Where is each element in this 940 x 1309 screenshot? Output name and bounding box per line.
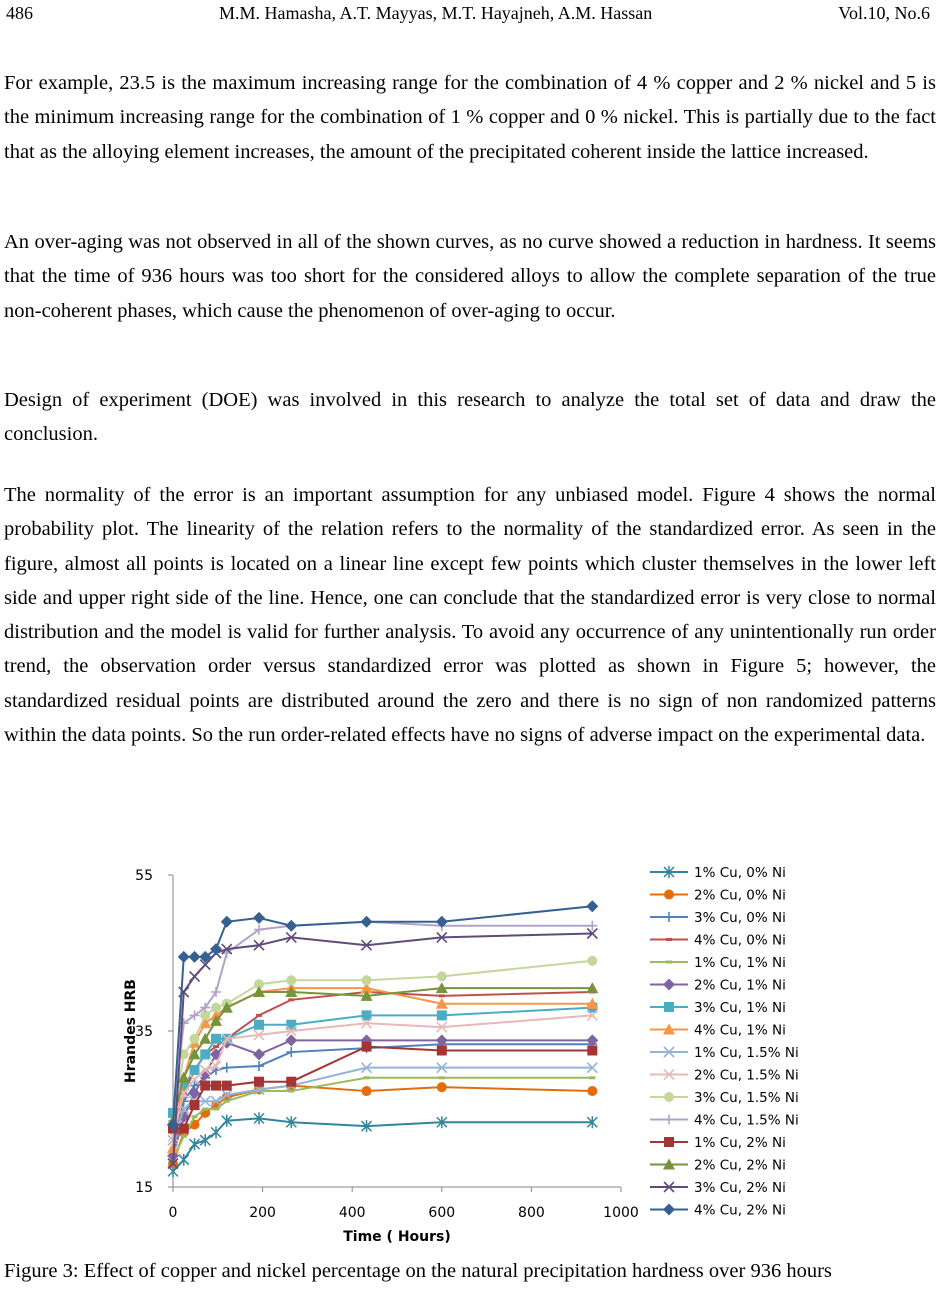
chart-series xyxy=(167,900,598,1177)
data-point xyxy=(586,900,598,912)
data-point xyxy=(211,1034,221,1044)
series-9 xyxy=(168,1063,597,1146)
legend-label: 1% Cu, 0% Ni xyxy=(694,865,786,881)
data-point xyxy=(253,912,265,924)
legend-label: 1% Cu, 1% Ni xyxy=(694,955,786,971)
legend-item xyxy=(650,1023,786,1039)
data-point xyxy=(192,1115,198,1118)
data-point xyxy=(202,1108,208,1111)
data-point xyxy=(211,1081,221,1091)
legend-swatch-marker xyxy=(666,961,672,964)
legend-item xyxy=(650,910,786,926)
legend-item xyxy=(650,1045,799,1061)
data-point xyxy=(213,1045,219,1048)
data-point xyxy=(587,1086,597,1096)
legend-label: 3% Cu, 0% Ni xyxy=(694,910,786,926)
legend-label: 2% Cu, 1.5% Ni xyxy=(694,1067,799,1084)
data-point xyxy=(286,975,296,985)
data-point xyxy=(437,971,447,981)
legend-label: 4% Cu, 1.5% Ni xyxy=(694,1112,799,1129)
series-line xyxy=(173,1047,592,1129)
series-line xyxy=(173,1044,592,1156)
series-line xyxy=(173,988,592,1121)
data-point xyxy=(362,1042,372,1052)
y-axis-title: Hrandes HRB xyxy=(123,979,139,1083)
legend-label: 1% Cu, 1.5% Ni xyxy=(694,1045,799,1061)
data-point xyxy=(178,951,190,963)
legend-swatch-marker xyxy=(664,890,674,900)
journal-volume: Vol.10, No.6 xyxy=(838,2,930,23)
series-6 xyxy=(167,1034,598,1161)
data-point xyxy=(190,1100,200,1110)
legend-item xyxy=(650,1203,786,1219)
data-point xyxy=(361,916,373,928)
y-tick-label: 55 xyxy=(135,868,153,884)
data-point xyxy=(200,1081,210,1091)
y-tick-label: 35 xyxy=(135,1024,153,1040)
legend-item xyxy=(650,865,786,881)
data-point xyxy=(213,1108,219,1111)
paragraph-3: Design of experiment (DOE) was involved in this research to analyze the total set of data and draw the conclusion. xyxy=(4,389,936,446)
legend-label: 2% Cu, 1% Ni xyxy=(694,977,786,994)
data-point xyxy=(437,1082,447,1092)
legend-item xyxy=(650,978,786,994)
data-point xyxy=(589,1076,595,1079)
data-point xyxy=(254,1077,264,1087)
data-point xyxy=(222,1063,232,1073)
data-point xyxy=(362,1086,372,1096)
x-tick-label: 0 xyxy=(168,1205,178,1221)
paragraph-4: The normality of the error is an important assumption for any unbiased model. Figure 4 shows the normal probability plot. The linearity of the relation refers to the normality of the standardized error. As seen in the figure, almost all points is located on a linear line except few points which cluster themselves in the lower left side and upper right side of the line. Hence, one can conclude that the standardized error is very close to normal distribution and the model is valid for further analysis. To avoid any occurrence of any unintentionally run order trend, the observation order versus standardized error was plotted as shown in Figure 5; however, the standardized residual points are distributed around the zero and there is no sign of non randomized patterns within the data points. So the run order-related effects have no signs of adverse impact on the experimental data. xyxy=(4,484,936,747)
legend-item xyxy=(650,1090,799,1106)
legend-swatch-marker xyxy=(664,912,674,922)
data-point xyxy=(221,916,233,928)
data-point xyxy=(179,1124,189,1134)
series-1 xyxy=(168,1112,597,1177)
data-point xyxy=(288,998,294,1001)
data-point xyxy=(253,1048,265,1060)
legend-swatch-marker xyxy=(666,938,672,941)
legend-label: 4% Cu, 2% Ni xyxy=(694,1202,786,1219)
data-point xyxy=(199,1033,211,1044)
data-point xyxy=(200,1049,210,1059)
data-point xyxy=(181,1135,187,1138)
legend-item xyxy=(650,933,786,949)
running-authors: M.M. Hamasha, A.T. Mayyas, M.T. Hayajneh, A.M. Hassan xyxy=(219,2,653,23)
data-point xyxy=(362,975,372,985)
paragraph-1: For example, 23.5 is the maximum increasing range for the combination of 4 % copper and 2 % nickel and 5 is the minimum increasing range for the combination of 1 % copper and 0 % nickel. This is partially due to the fact that as the alloying element increases, the amount of the precipitated coherent inside the lattice increased. xyxy=(4,72,936,163)
data-point xyxy=(439,994,445,997)
legend-swatch-marker xyxy=(663,979,675,991)
legend-label: 1% Cu, 2% Ni xyxy=(694,1135,786,1151)
legend-swatch-marker xyxy=(664,1002,674,1012)
data-point xyxy=(288,1090,294,1093)
x-tick-label: 1000 xyxy=(603,1205,639,1221)
legend-label: 3% Cu, 1.5% Ni xyxy=(694,1090,799,1106)
legend-item xyxy=(650,1158,786,1174)
paragraph-2: An over-aging was not observed in all of the shown curves, as no curve showed a reduction in hardness. It seems that the time of 936 hours was too short for the considered alloys to allow the complete separation of the true non-coherent phases, which cause the phenomenon of over-aging to occur. xyxy=(4,231,936,322)
legend-label: 2% Cu, 2% Ni xyxy=(694,1157,786,1174)
x-tick-label: 600 xyxy=(428,1205,456,1221)
legend-label: 2% Cu, 0% Ni xyxy=(694,887,786,904)
data-point xyxy=(200,1134,210,1146)
legend-item xyxy=(650,955,786,971)
legend-item xyxy=(650,1000,786,1016)
data-point xyxy=(211,1003,221,1013)
data-point xyxy=(437,1046,447,1056)
data-point xyxy=(190,1034,200,1044)
data-point xyxy=(222,1081,232,1091)
legend-swatch-marker xyxy=(663,1204,675,1216)
legend-swatch-marker xyxy=(664,1092,674,1102)
data-point xyxy=(179,1154,189,1166)
data-point xyxy=(286,1077,296,1087)
data-point xyxy=(587,1046,597,1056)
x-tick-label: 800 xyxy=(518,1205,545,1221)
legend-item xyxy=(650,1135,786,1151)
legend-item xyxy=(650,888,786,904)
page-header xyxy=(6,0,930,26)
x-tick-label: 400 xyxy=(338,1205,366,1221)
data-point xyxy=(364,1076,370,1079)
series-15 xyxy=(168,929,597,1169)
legend-label: 3% Cu, 2% Ni xyxy=(694,1180,786,1196)
data-point xyxy=(190,1138,200,1150)
x-axis-title: Time ( Hours) xyxy=(343,1229,451,1245)
data-point xyxy=(285,920,297,932)
hardness-line-chart xyxy=(0,850,940,1250)
legend-label: 3% Cu, 1% Ni xyxy=(694,1000,786,1016)
data-point xyxy=(587,956,597,966)
data-point xyxy=(437,1010,447,1020)
data-point xyxy=(256,1014,262,1017)
legend-item xyxy=(650,1180,786,1196)
legend-swatch-marker xyxy=(664,1137,674,1147)
data-point xyxy=(189,951,201,963)
data-point xyxy=(439,1076,445,1079)
data-point xyxy=(190,1065,200,1075)
data-point xyxy=(254,1061,264,1071)
figure-caption: Figure 3: Effect of copper and nickel percentage on the natural precipitation hardness over 936 hours xyxy=(4,1260,832,1282)
x-tick-label: 200 xyxy=(249,1205,276,1221)
legend-label: 4% Cu, 1% Ni xyxy=(694,1022,786,1039)
data-point xyxy=(190,971,200,981)
y-tick-label: 15 xyxy=(135,1180,153,1196)
legend-label: 4% Cu, 0% Ni xyxy=(694,932,786,949)
data-point xyxy=(286,1047,296,1057)
series-line xyxy=(173,961,592,1125)
legend-item xyxy=(650,1068,799,1084)
data-point xyxy=(224,1100,230,1103)
legend-swatch-marker xyxy=(664,1115,674,1125)
chart-legend xyxy=(650,865,799,1219)
series-line xyxy=(173,1015,592,1136)
page-number: 486 xyxy=(6,2,33,23)
data-point xyxy=(211,1126,221,1138)
legend-item xyxy=(650,1113,799,1129)
data-point xyxy=(254,1020,264,1030)
series-line xyxy=(173,1118,592,1171)
